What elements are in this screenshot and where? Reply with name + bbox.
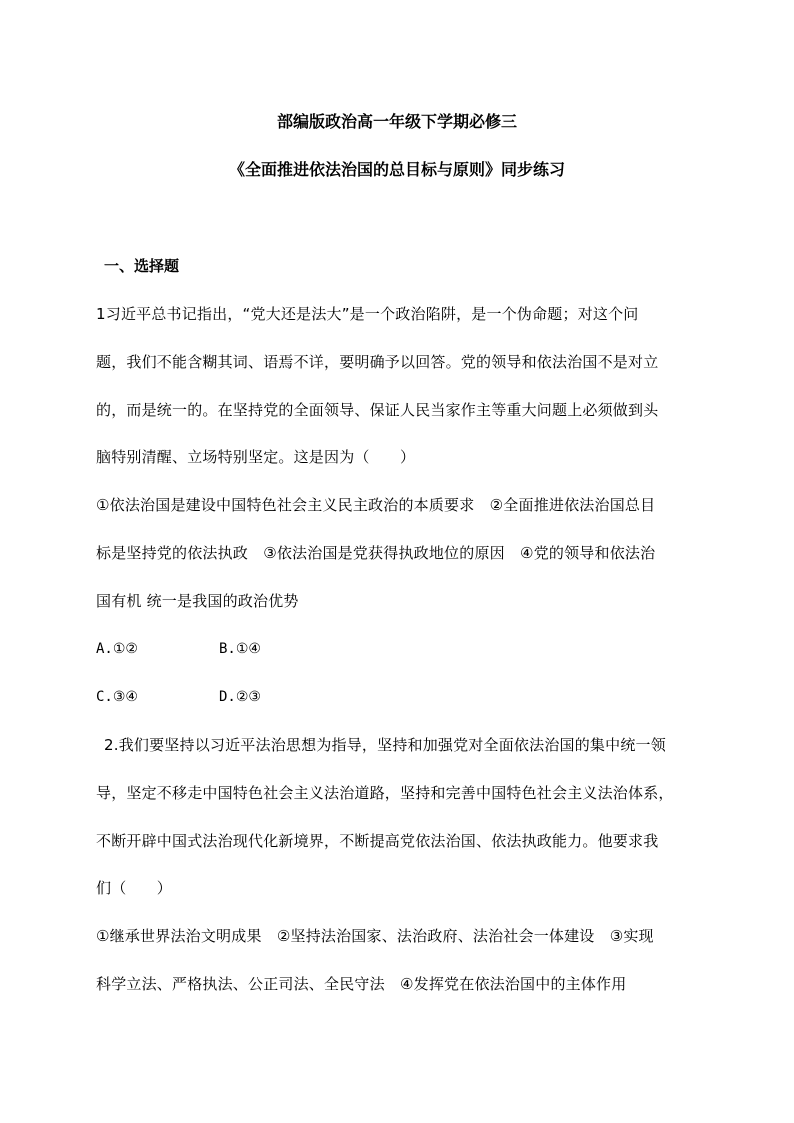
section-heading: 一、选择题 — [104, 257, 180, 275]
q1-statement-line: ①依法治国是建设中国特色社会主义民主政治的本质要求 ②全面推进依法治国总目 — [96, 496, 656, 514]
document-title: 部编版政治高一年级下学期必修三 — [276, 112, 517, 131]
q2-stem-line: 导，坚定不移走中国特色社会主义法治道路，坚持和完善中国特色社会主义法治体系， — [96, 784, 674, 802]
q1-stem-line: 题，我们不能含糊其词、语焉不详，要明确予以回答。党的领导和依法治国不是对立 — [96, 353, 659, 371]
q1-stem-line: 脑特别清醒、立场特别坚定。这是因为（ ） — [96, 448, 416, 466]
q1-option-d: D.②③ — [219, 689, 261, 705]
q1-option-c: C.③④ — [96, 689, 138, 705]
document-subtitle: 《全面推进依法治国的总目标与原则》同步练习 — [228, 160, 565, 179]
q1-stem-line: 1习近平总书记指出，“党大还是法大”是一个政治陷阱，是一个伪命题；对这个问 — [96, 305, 639, 323]
q2-stem-line: 不断开辟中国式法治现代化新境界，不断提高党依法治国、依法执政能力。他要求我 — [96, 832, 659, 850]
q2-statement-line: 科学立法、严格执法、公正司法、全民守法 ④发挥党在依法治国中的主体作用 — [96, 975, 627, 993]
q2-stem-line: 们（ ） — [96, 879, 173, 897]
q1-option-a: A.①② — [96, 641, 138, 657]
q1-statement-line: 标是坚持党的依法执政 ③依法治国是党获得执政地位的原因 ④党的领导和依法治 — [96, 544, 656, 562]
q1-option-b: B.①④ — [219, 641, 261, 657]
q2-statement-line: ①继承世界法治文明成果 ②坚持法治国家、法治政府、法治社会一体建设 ③实现 — [96, 927, 654, 945]
q1-statement-line: 国有机 统一是我国的政治优势 — [96, 592, 299, 610]
q1-stem-line: 的，而是统一的。在坚持党的全面领导、保证人民当家作主等重大问题上必须做到头 — [96, 401, 659, 419]
q2-stem-line: 2.我们要坚持以习近平法治思想为指导，坚持和加强党对全面依法治国的集中统一领 — [104, 736, 666, 754]
